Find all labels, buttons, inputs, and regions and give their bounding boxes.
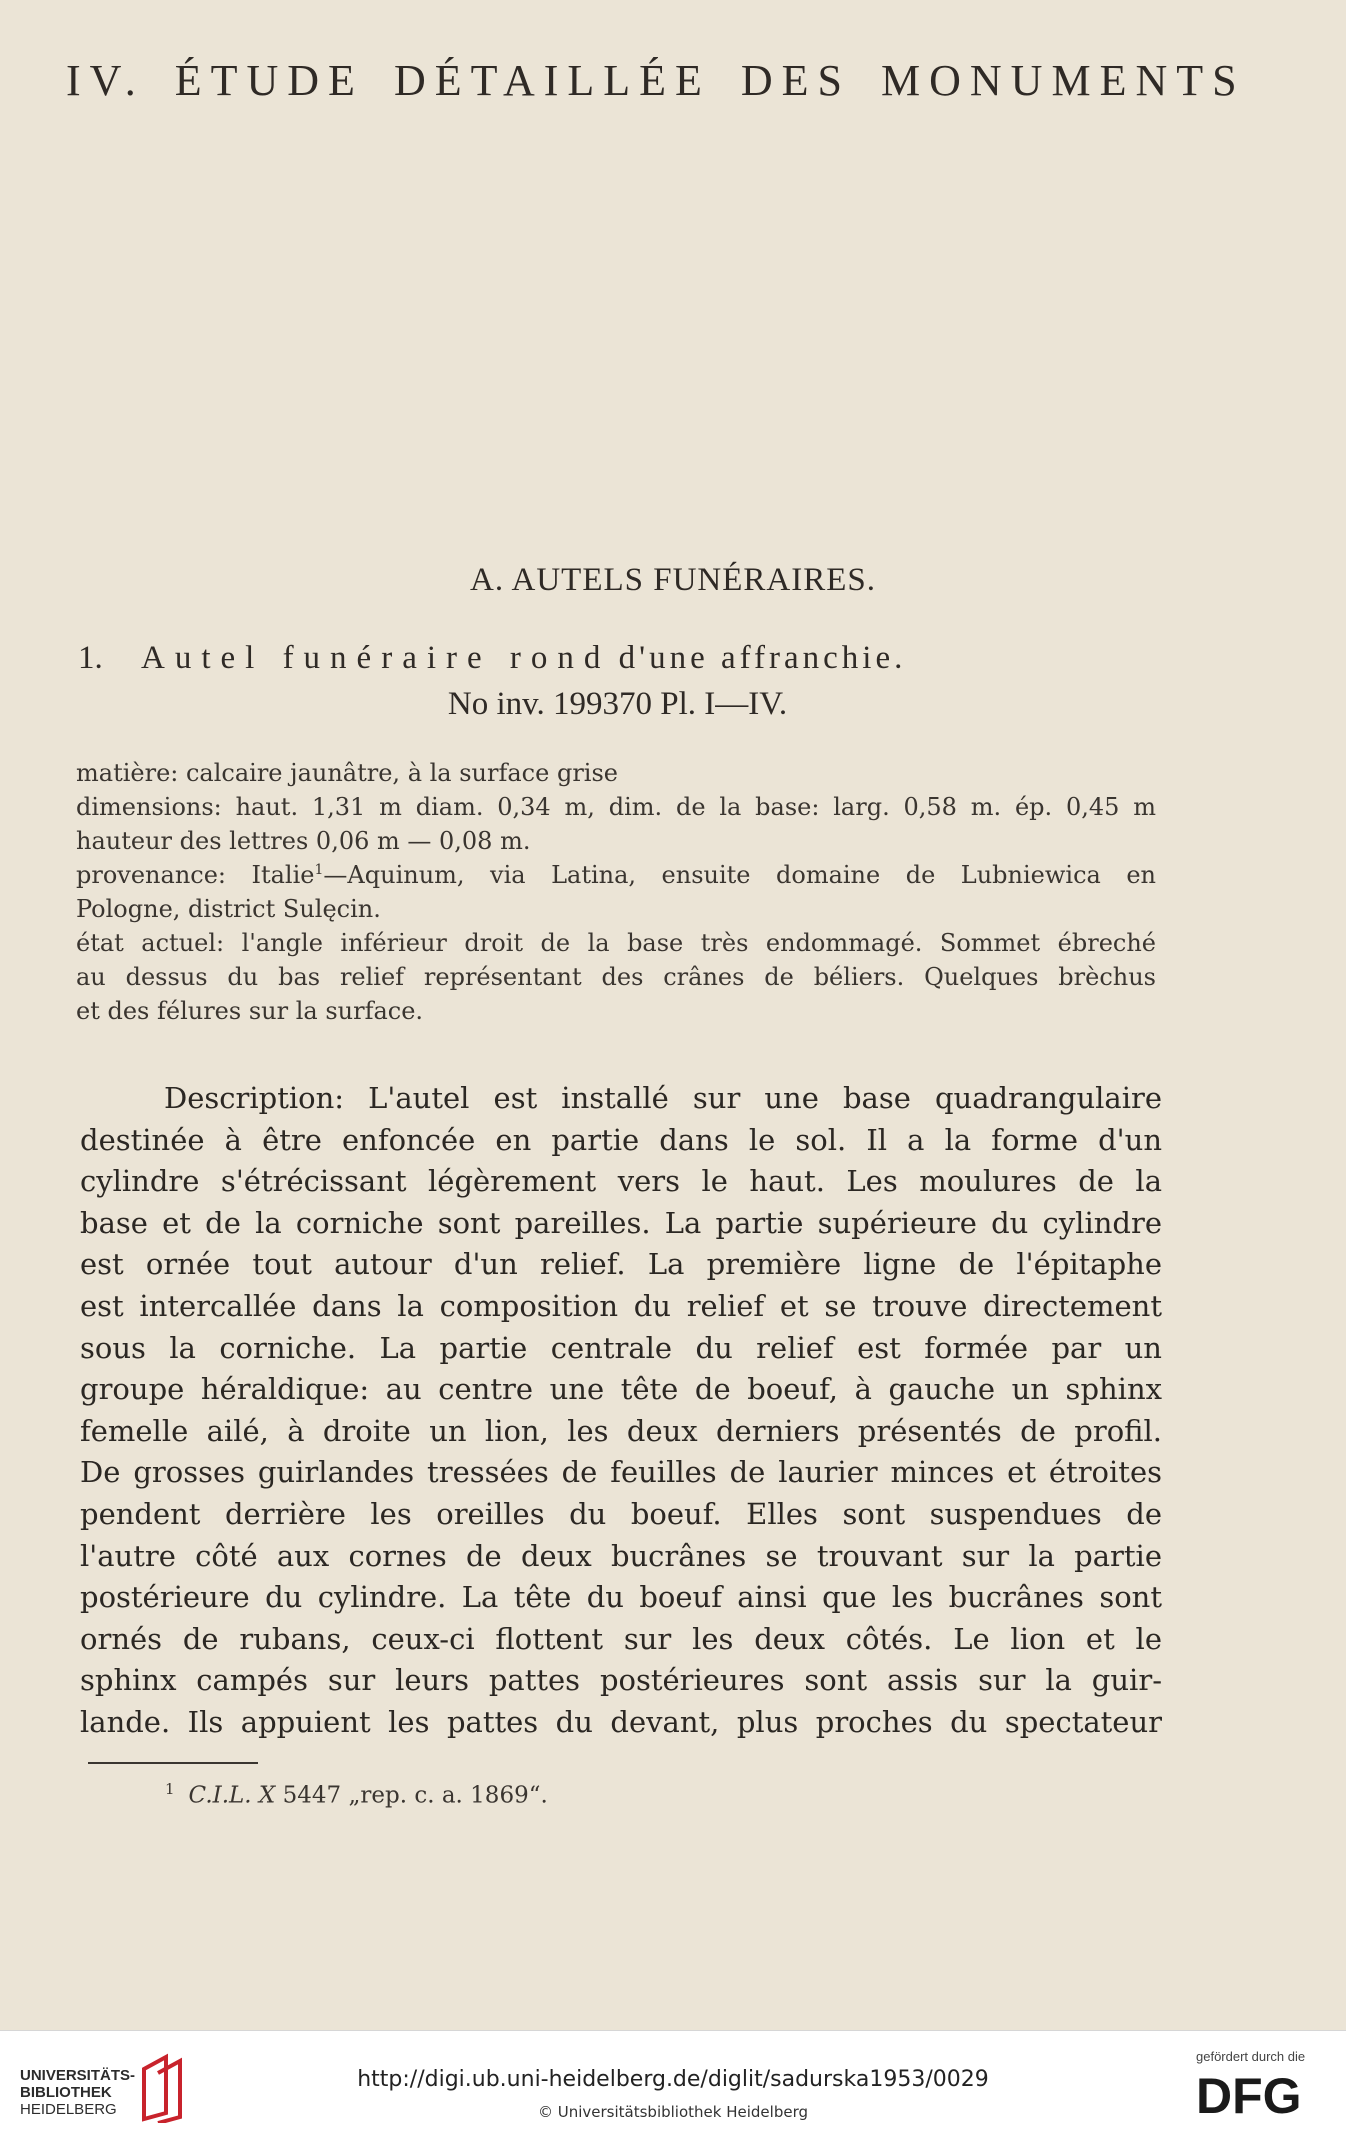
permalink-url[interactable]: http://digi.ub.uni-heidelberg.de/diglit/sadurska1953/0029 xyxy=(357,2067,989,2092)
metadata-condition-1: état actuel: l'angle inférieur droit de la base très endommagé. Sommet ébreché xyxy=(76,929,1156,957)
library-name-line1: UNIVERSITÄTS- xyxy=(20,2067,136,2084)
metadata-material: matière: calcaire jaunâtre, à la surface grise xyxy=(76,759,618,787)
description-line: est ornée tout autour d'un relief. La première ligne de l'épitaphe xyxy=(80,1247,1162,1282)
footnote-reference: 1 xyxy=(314,862,324,878)
description-line: postérieure du cylindre. La tête du boeuf ainsi que les bucrânes sont xyxy=(80,1580,1162,1615)
footnote-mark: 1 xyxy=(165,1780,175,1798)
footnote-text: 5447 „rep. c. a. 1869“. xyxy=(282,1782,548,1809)
description-line: Description: L'autel est installé sur une base quadrangulaire xyxy=(164,1081,1162,1115)
footer-bar xyxy=(0,2030,1346,2138)
item-heading xyxy=(78,640,1158,677)
metadata-district: Pologne, district Sulęcin. xyxy=(76,895,381,923)
description-line: lande. Ils appuient les pattes du devant, plus proches du spectateur xyxy=(80,1704,1162,1739)
footnote xyxy=(165,1780,865,1809)
funding-note: gefördert durch die xyxy=(1196,2049,1306,2064)
provenance-label: provenance: Italie xyxy=(76,861,315,889)
metadata-block xyxy=(76,756,1156,1028)
item-inventory-number: No inv. 199370 Pl. I—IV. xyxy=(447,686,788,722)
metadata-letter-height: hauteur des lettres 0,06 m — 0,08 m. xyxy=(76,827,531,855)
item-title-rest: d'une affranchie. xyxy=(618,640,907,676)
description-line: sphinx campés sur leurs pattes postérieures sont assis sur la guir- xyxy=(80,1663,1162,1698)
description-paragraph xyxy=(80,1078,1162,1744)
metadata-condition-2: au dessus du bas relief représentant des crânes de béliers. Quelques brèchus xyxy=(76,963,1156,991)
library-name-line2: BIBLIOTHEK xyxy=(20,2084,112,2101)
description-line: De grosses guirlandes tressées de feuilles de laurier minces et étroites xyxy=(80,1455,1162,1490)
description-line: base et de la corniche sont pareilles. La partie supérieure du cylindre xyxy=(80,1205,1162,1240)
dfg-logo-text: DFG xyxy=(1196,2069,1302,2119)
item-number: 1. xyxy=(78,640,103,676)
description-line: destinée à être enfoncée en partie dans le sol. Il a la forme d'un xyxy=(80,1122,1162,1157)
description-line: pendent derrière les oreilles du boeuf. Elles sont suspendues de xyxy=(80,1496,1162,1531)
description-line: groupe héraldique: au centre une tête de boeuf, à gauche un sphinx xyxy=(80,1372,1162,1407)
description-line: femelle ailé, à droite un lion, les deux derniers présentés de profil. xyxy=(80,1413,1162,1448)
item-title-spaced: Autel funéraire rond xyxy=(141,640,611,676)
description-line: l'autre côté aux cornes de deux bucrânes se trouvant sur la partie xyxy=(80,1538,1162,1573)
provenance-text: —Aquinum, via Latina, ensuite domaine de Lubniewica en xyxy=(323,861,1157,889)
dfg-logo-icon[interactable] xyxy=(1196,2069,1326,2119)
metadata-provenance xyxy=(76,858,1156,892)
section-title: A. AUTELS FUNÉRAIRES. xyxy=(469,562,877,598)
description-line: sous la corniche. La partie centrale du relief est formée par un xyxy=(80,1330,1162,1365)
description-line: est intercallée dans la composition du relief et se trouve directement xyxy=(80,1288,1162,1323)
metadata-condition-3: et des félures sur la surface. xyxy=(76,997,424,1025)
footnote-divider xyxy=(88,1762,258,1764)
copyright-notice: © Universitätsbibliothek Heidelberg xyxy=(537,2103,808,2121)
footnote-citation: C.I.L. X xyxy=(188,1782,276,1809)
library-name-line3: HEIDELBERG xyxy=(20,2101,117,2118)
chapter-title: IV. ÉTUDE DÉTAILLÉE DES MONUMENTS xyxy=(66,56,1246,105)
description-line: ornés de rubans, ceux-ci flottent sur les deux côtés. Le lion et le xyxy=(80,1621,1162,1656)
description-line: cylindre s'étrécissant légèrement vers le haut. Les moulures de la xyxy=(80,1164,1162,1199)
metadata-dimensions: dimensions: haut. 1,31 m diam. 0,34 m, dim. de la base: larg. 0,58 m. ép. 0,45 m xyxy=(76,793,1156,821)
